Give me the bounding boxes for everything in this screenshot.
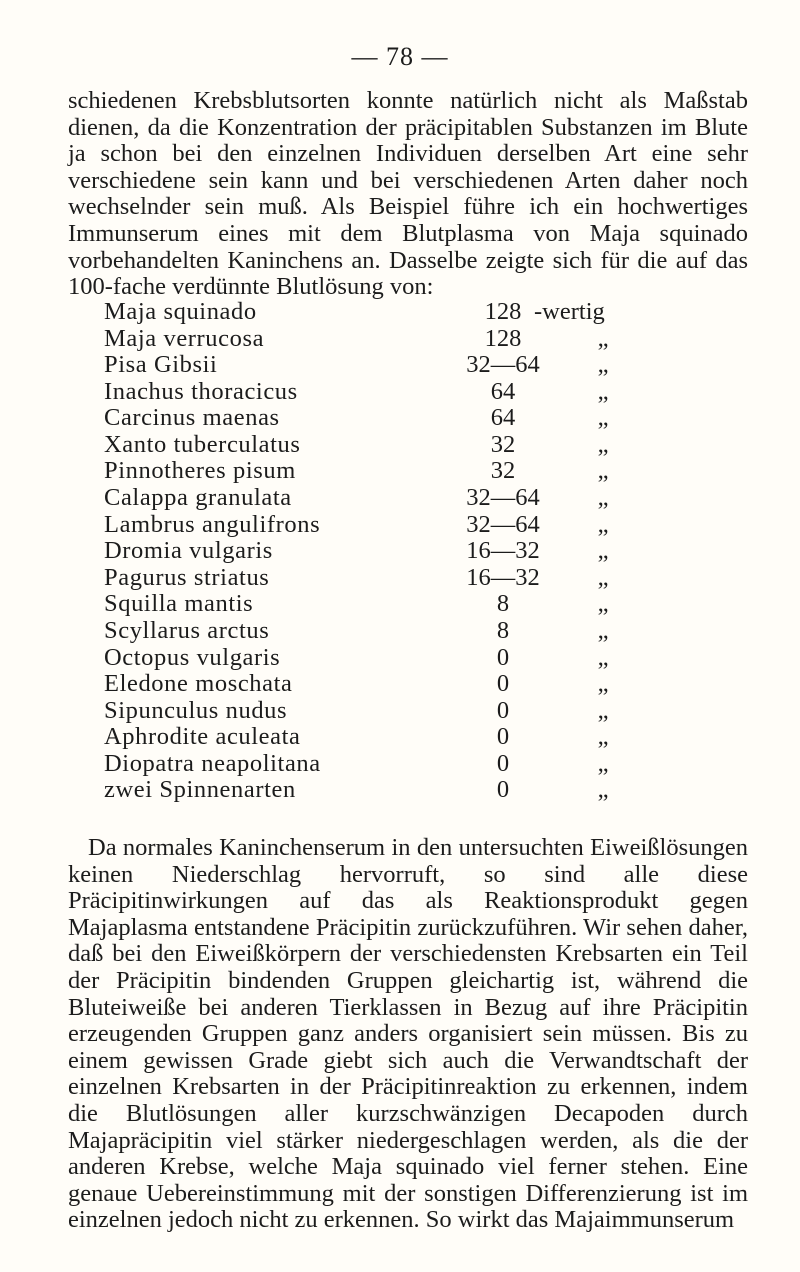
table-row <box>0 777 800 804</box>
table-row <box>0 326 800 353</box>
ditto-mark: „ <box>597 723 609 751</box>
species-name: Aphrodite aculeata <box>104 723 301 751</box>
titer-value: 0 <box>496 696 510 724</box>
ditto-mark: „ <box>597 749 609 777</box>
titer-value: 0 <box>496 749 510 777</box>
titer-value: 32 <box>490 457 516 485</box>
ditto-mark: „ <box>597 457 609 485</box>
ditto-mark: „ <box>597 643 609 671</box>
species-name: Pisa Gibsii <box>104 351 218 379</box>
species-name: Lambrus angulifrons <box>104 510 321 538</box>
page-number: — 78 — <box>351 42 449 71</box>
titer-value: 32—64 <box>466 351 540 379</box>
titer-value: 32 <box>490 430 516 458</box>
titer-value: 0 <box>496 670 510 698</box>
species-name: Octopus vulgaris <box>104 643 281 671</box>
species-name: Pagurus striatus <box>104 563 270 591</box>
titer-value: 32—64 <box>466 484 540 512</box>
titer-value: 0 <box>496 723 510 751</box>
paragraph-top: schiedenen Krebsblutsorten konnte natürlich nicht als Maßstab dienen, da die Konzentration der präcipitablen Substanzen im Blute ja schon bei den einzelnen Individuen derselben Art eine sehr verschiedene sein kann und bei verschiedenen Arten daher noch wechselnder sein muß. Als Beispiel führe ich ein hochwertiges Immunserum eines mit dem Blutplasma von Maja squinado vorbehandelten Kaninchens an. Dasselbe zeigte sich für die auf das 100-fache verdünnte Blutlösung von: <box>68 87 748 301</box>
ditto-mark: „ <box>597 510 609 538</box>
table-row <box>0 432 800 459</box>
titer-value: 64 <box>490 404 516 432</box>
species-name: zwei Spinnenarten <box>104 776 296 804</box>
ditto-mark: „ <box>597 324 609 352</box>
ditto-mark: „ <box>597 377 609 405</box>
ditto-mark: „ <box>597 616 609 644</box>
titer-value: 128 <box>484 298 522 325</box>
ditto-mark: „ <box>597 696 609 724</box>
table-row <box>0 538 800 565</box>
table-row <box>0 379 800 406</box>
ditto-mark: „ <box>597 670 609 698</box>
table-row <box>0 618 800 645</box>
titer-value: 16—32 <box>466 563 540 591</box>
precipitin-table <box>0 299 800 804</box>
titer-value: 8 <box>496 616 510 644</box>
species-name: Scyllarus arctus <box>104 616 270 644</box>
table-row <box>0 591 800 618</box>
species-name: Inachus thoracicus <box>104 377 298 405</box>
species-name: Maja squinado <box>104 298 257 325</box>
ditto-mark: „ <box>597 351 609 379</box>
titer-value: 32—64 <box>466 510 540 538</box>
table-row <box>0 512 800 539</box>
table-row <box>0 458 800 485</box>
species-name: Maja verrucosa <box>104 324 265 352</box>
table-row <box>0 645 800 672</box>
species-name: Pinnotheres pisum <box>104 457 296 485</box>
species-name: Diopatra neapolitana <box>104 749 321 777</box>
table-row <box>0 698 800 725</box>
species-name: Dromia vulgaris <box>104 537 273 565</box>
titer-value: 0 <box>496 776 510 804</box>
table-row <box>0 671 800 698</box>
ditto-mark: „ <box>597 430 609 458</box>
table-row <box>0 352 800 379</box>
ditto-mark: „ <box>597 590 609 618</box>
species-name: Eledone moschata <box>104 670 293 698</box>
titer-value: 16—32 <box>466 537 540 565</box>
species-name: Squilla mantis <box>104 590 254 618</box>
table-row <box>0 485 800 512</box>
paragraph-bottom: Da normales Kaninchenserum in den untersuchten Eiweißlösungen keinen Niederschlag hervorruft, so sind alle diese Präcipitinwirkungen auf das als Reaktionsprodukt gegen Majaplasma entstandene Präcipitin zurückzuführen. Wir sehen daher, daß bei den Eiweißkörpern der verschiedensten Krebsarten ein Teil der Präcipitin bindenden Gruppen gleichartig ist, während die Bluteiweiße bei anderen Tierklassen in Bezug auf ihre Präcipitin erzeugenden Gruppen ganz anders organisiert sein müssen. Bis zu einem gewissen Grade giebt sich auch die Verwandtschaft der einzelnen Krebsarten in der Präcipitinreaktion zu erkennen, indem die Blutlösungen aller kurzschwänzigen Decapoden durch Majapräcipitin viel stärker niedergeschlagen werden, als die der anderen Krebse, welche Maja squinado viel ferner stehen. Eine genaue Uebereinstimmung mit der sonstigen Differenzierung ist im einzelnen jedoch nicht zu erkennen. So wirkt das Majaimmunserum <box>68 834 748 1234</box>
table-row <box>0 565 800 592</box>
ditto-mark: „ <box>597 563 609 591</box>
titer-value: 128 <box>484 324 522 352</box>
ditto-mark: „ <box>597 537 609 565</box>
unit-label: -wertig <box>534 298 605 325</box>
titer-value: 0 <box>496 643 510 671</box>
table-row <box>0 299 800 326</box>
species-name: Xanto tuberculatus <box>104 430 301 458</box>
titer-value: 8 <box>496 590 510 618</box>
ditto-mark: „ <box>597 776 609 804</box>
ditto-mark: „ <box>597 484 609 512</box>
ditto-mark: „ <box>597 404 609 432</box>
species-name: Carcinus maenas <box>104 404 280 432</box>
table-row <box>0 405 800 432</box>
titer-value: 64 <box>490 377 516 405</box>
table-row <box>0 751 800 778</box>
table-row <box>0 724 800 751</box>
species-name: Sipunculus nudus <box>104 696 288 724</box>
species-name: Calappa granulata <box>104 484 292 512</box>
